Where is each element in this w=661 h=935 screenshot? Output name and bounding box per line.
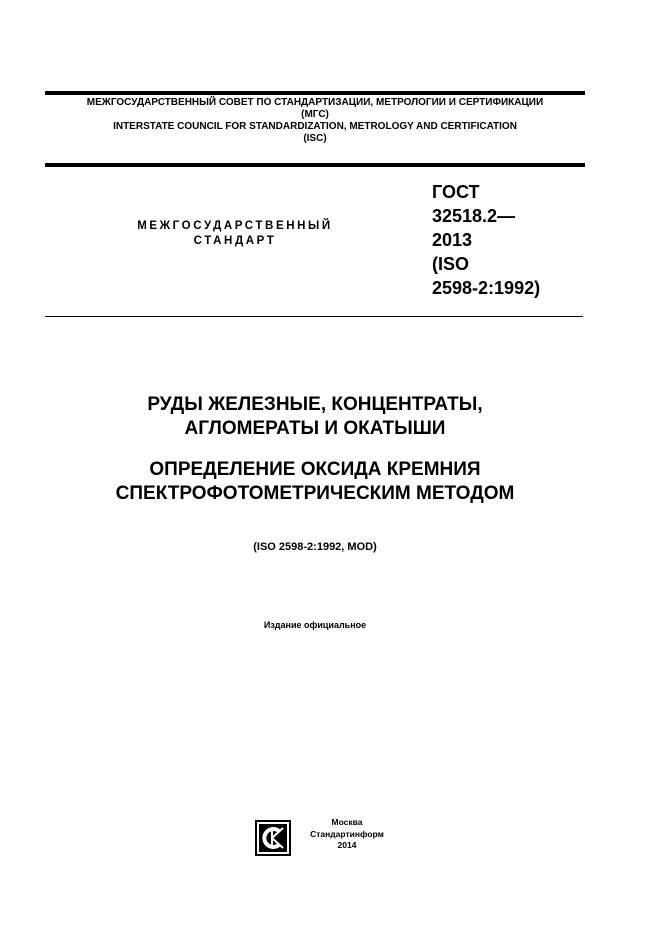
publisher-name: Стандартинформ — [310, 828, 384, 839]
council-ru-name: МЕЖГОСУДАРСТВЕННЫЙ СОВЕТ ПО СТАНДАРТИЗАЦИИ, МЕТРОЛОГИИ И СЕРТИФИКАЦИИ — [86, 97, 544, 108]
gost-iso-prefix: (ISO — [432, 254, 470, 274]
gost-iso-number: 2598-2:1992) — [432, 278, 541, 298]
iso-reference: (ISO 2598-2:1992, MOD) — [253, 541, 377, 553]
thin-rule — [45, 316, 583, 317]
gost-number: 32518.2— — [432, 206, 516, 226]
edition-note: Издание официальное — [263, 620, 367, 630]
council-header — [45, 97, 585, 145]
standartinform-logo-icon — [255, 820, 291, 856]
document-title — [45, 393, 585, 506]
standard-kind-line2: СТАНДАРТ — [193, 235, 277, 247]
middle-rule — [45, 163, 585, 167]
title-main-line1: РУДЫ ЖЕЛЕЗНЫЕ, КОНЦЕНТРАТЫ, — [147, 394, 483, 415]
council-ru-abbr: (МГС) — [301, 109, 329, 120]
title-sub-line2: СПЕКТРОФОТОМЕТРИЧЕСКИМ МЕТОДОМ — [115, 483, 515, 504]
standard-kind-line1: МЕЖГОСУДАРСТВЕННЫЙ — [137, 220, 333, 232]
council-en-name: INTERSTATE COUNCIL FOR STANDARDIZATION, METROLOGY AND CERTIFICATION — [113, 121, 517, 132]
gost-year: 2013 — [432, 230, 473, 250]
gost-label: ГОСТ — [432, 182, 480, 202]
publisher-city: Москва — [331, 817, 363, 827]
title-sub-line1: ОПРЕДЕЛЕНИЕ ОКСИДА КРЕМНИЯ — [149, 459, 481, 480]
council-en-abbr: (ISC) — [303, 133, 327, 144]
title-main-line2: АГЛОМЕРАТЫ И ОКАТЫШИ — [184, 418, 446, 439]
gost-designation — [432, 180, 540, 300]
standard-kind — [100, 219, 370, 249]
publication-year: 2014 — [337, 840, 357, 850]
top-rule — [45, 91, 585, 95]
publisher-block — [302, 817, 392, 852]
